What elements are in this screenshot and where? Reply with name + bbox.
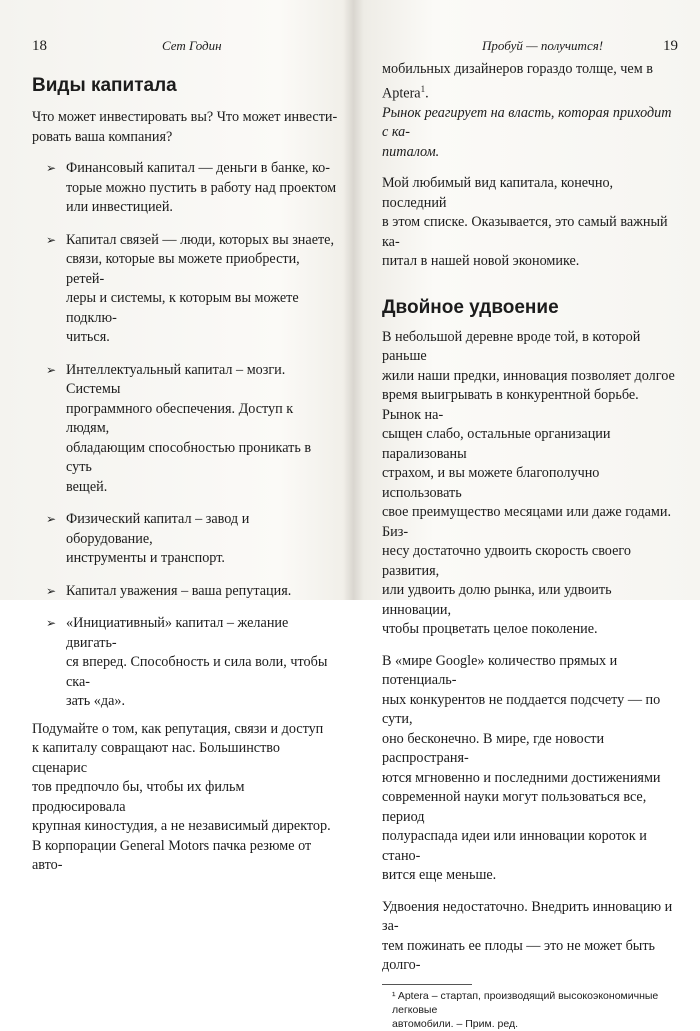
right-paragraph-favorite xyxy=(382,174,678,272)
text-line: ются мгновенно и последними достижениями xyxy=(382,769,661,786)
text-line: в этом списке. Оказывается, это самый важный ка- xyxy=(382,214,668,250)
text-line: В небольшой деревне вроде той, в которой раньше xyxy=(382,328,641,365)
footnote-rule xyxy=(382,984,472,985)
bullet-arrow-icon: ➢ xyxy=(46,362,57,377)
text-line: жили наши предки, инновация позволяет долгое xyxy=(382,367,675,384)
capital-list-item xyxy=(32,159,338,218)
text-line: ных конкурентов не поддается подсчету — по сути, xyxy=(382,691,661,728)
text-line: Рынок реагирует на власть, которая приходит с ка- xyxy=(382,104,672,141)
text-line: зать «да». xyxy=(66,693,126,709)
left-closing-paragraph xyxy=(32,720,338,876)
text-line: современной науки могут пользоваться все, период xyxy=(382,789,647,825)
bullet-arrow-icon: ➢ xyxy=(46,512,57,526)
text-line: тем пожинать ее плоды — это не может быть долго- xyxy=(382,937,655,974)
footnote-line: ¹ Aptera – стартап, производящий высокоэкономичные легковые xyxy=(392,989,659,1016)
footnote-ref: 1 xyxy=(420,83,426,94)
text-line: программного обеспечения. Доступ к людям, xyxy=(66,400,294,436)
text-line: обладающим способностью проникать в суть xyxy=(66,439,312,475)
bullet-arrow-icon: ➢ xyxy=(46,616,57,630)
section-heading-double-doubling: Двойное удвоение xyxy=(382,296,559,318)
text-line: В корпорации General Motors пачка резюме от авто- xyxy=(32,837,312,873)
text-line: вещей. xyxy=(66,478,108,495)
text-line: сыщен слабо, остальные организации парализованы xyxy=(382,426,611,462)
capital-list xyxy=(32,159,338,712)
footnote-line: автомобили. – Прим. ред. xyxy=(392,1017,519,1030)
right-paragraph-doubling xyxy=(382,898,678,976)
capital-list-item xyxy=(32,510,338,569)
text-line: питал в нашей новой экономике. xyxy=(382,253,580,270)
text-line: связи, которые вы можете приобрести, ретей- xyxy=(66,251,300,287)
bullet-arrow-icon: ➢ xyxy=(46,583,57,598)
right-paragraph-village xyxy=(382,328,678,640)
capital-list-item xyxy=(32,361,338,498)
right-page-number: 19 xyxy=(663,38,678,54)
capital-list-item xyxy=(32,582,338,602)
text-line: Интеллектуальный капитал – мозги. Системы xyxy=(66,361,286,397)
text-line: ся вперед. Способность и сила воли, чтобы ска- xyxy=(66,654,328,690)
left-running-header xyxy=(32,36,338,60)
left-running-title: Сет Годин xyxy=(162,38,222,53)
text-line: Что может инвестировать вы? Что может инвести- xyxy=(32,109,338,125)
text-line: «Инициативный» капитал – желание двигать- xyxy=(66,615,289,651)
text-line: Мой любимый вид капитала, конечно, последний xyxy=(382,175,614,211)
text-line: оно бесконечно. В мире, где новости распространя- xyxy=(382,730,605,767)
left-page xyxy=(0,0,352,873)
text-line: читься. xyxy=(66,329,110,345)
section-heading-capital-types: Виды капитала xyxy=(32,75,177,96)
text-line: ровать ваша компания? xyxy=(32,128,173,145)
left-intro xyxy=(32,108,338,147)
text-line: Финансовый капитал — деньги в банке, ко- xyxy=(66,160,330,176)
right-continuation xyxy=(382,60,678,162)
right-running-header xyxy=(382,36,678,60)
bullet-arrow-icon: ➢ xyxy=(46,232,57,247)
text-line: торые можно пустить в работу над проектом xyxy=(66,179,337,196)
text-line: свое преимущество месяцами или даже годами. Биз- xyxy=(382,504,672,540)
text-line: Капитал связей — люди, которых вы знаете, xyxy=(66,231,335,248)
text-line: тов предпочло бы, чтобы их фильм продюсировала xyxy=(32,779,245,815)
text-line: или удвоить долю рынка, или удвоить инновации, xyxy=(382,582,612,618)
text-line: несу достаточно удвоить скорость своего развития, xyxy=(382,543,631,579)
text-line: Удвоения недостаточно. Внедрить инновацию и за- xyxy=(382,898,673,935)
text-line: страхом, и вы можете благополучно использовать xyxy=(382,465,600,501)
capital-list-item xyxy=(32,614,338,712)
text-line: леры и системы, к которым вы можете подклю- xyxy=(66,290,299,326)
text-line: крупная киностудия, а не независимый директор. xyxy=(32,818,331,834)
text-line: В «мире Google» количество прямых и потенциаль- xyxy=(382,652,618,689)
right-running-title: Пробуй — получится! xyxy=(482,38,604,53)
text-line: питалом. xyxy=(382,143,440,160)
text-line: инструменты и транспорт. xyxy=(66,550,225,566)
text-line: время выигрывать в конкурентной борьбе. Рынок на- xyxy=(382,387,639,423)
text-line: к капиталу совращают нас. Большинство сценарис xyxy=(32,740,280,776)
text-line: Физический капитал – завод и оборудование, xyxy=(66,511,250,547)
text-line: полураспада идеи или инновации короток и стано- xyxy=(382,828,647,864)
text-line: вится еще меньше. xyxy=(382,867,497,884)
right-page xyxy=(352,0,700,1030)
text-line: Капитал уважения – ваша репутация. xyxy=(66,582,292,599)
right-paragraph-google xyxy=(382,652,678,886)
text-line: или инвестицией. xyxy=(66,199,173,215)
left-page-number: 18 xyxy=(32,38,47,54)
capital-list-item xyxy=(32,231,338,348)
text-line: Подумайте о том, как репутация, связи и доступ xyxy=(32,720,324,737)
text-line: мобильных дизайнеров гораздо толще, чем в Aptera$^1$. xyxy=(382,61,653,102)
footnote xyxy=(382,989,678,1031)
bullet-arrow-icon: ➢ xyxy=(46,161,57,175)
text-line: чтобы процветать целое поколение. xyxy=(382,621,598,638)
